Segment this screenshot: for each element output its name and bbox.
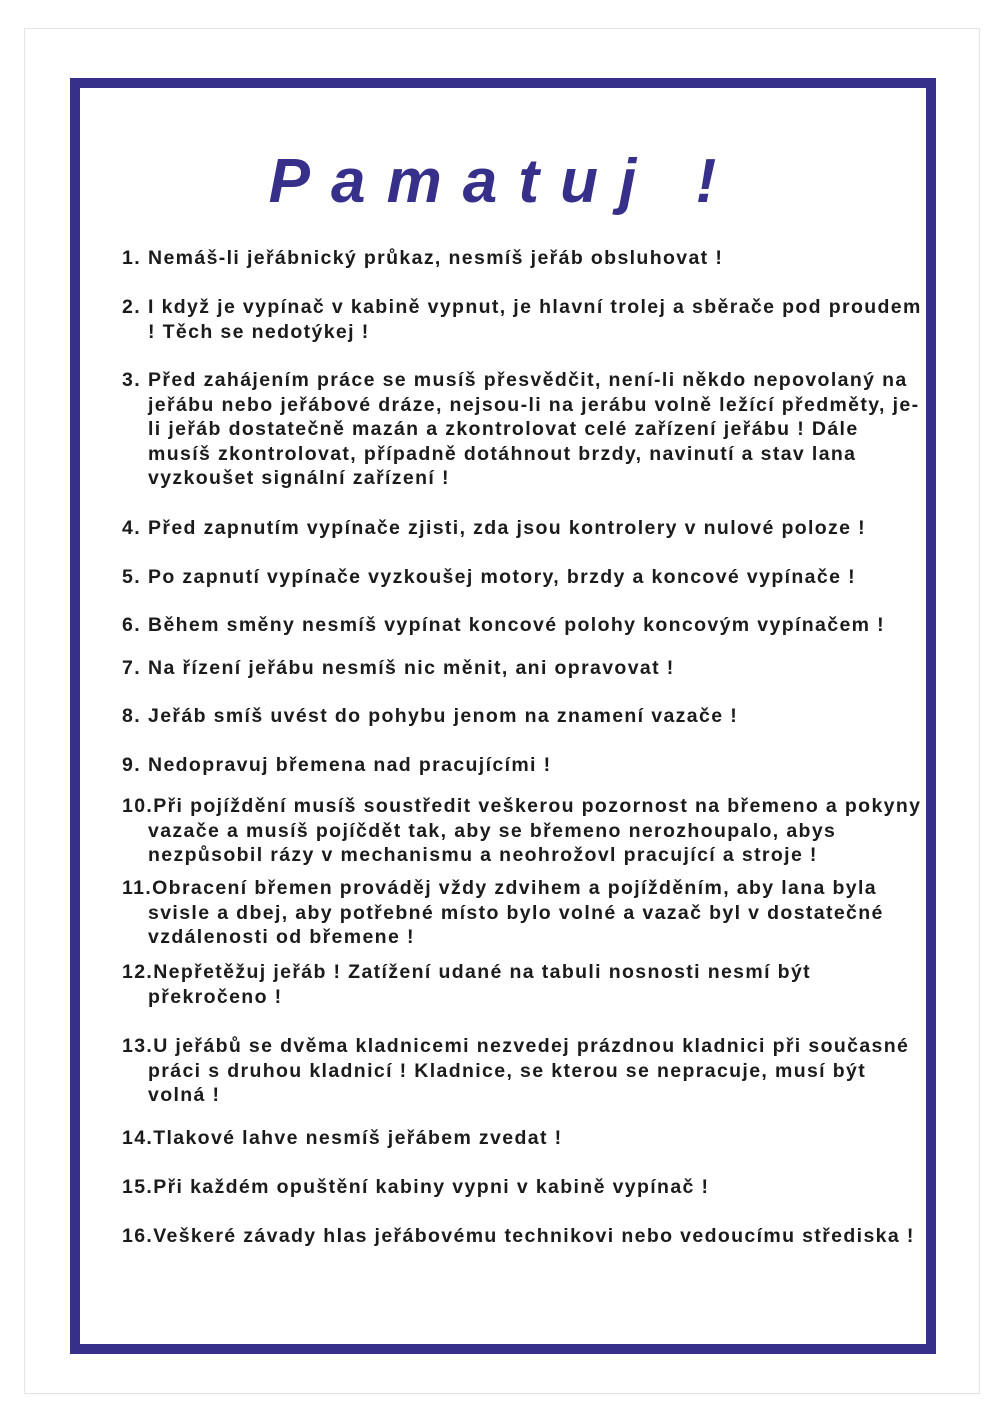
rule-text: Po zapnutí vypínače vyzkoušej motory, brzdy a koncové vypínače ! — [148, 566, 856, 588]
rule-item-15 — [122, 1175, 928, 1200]
rule-text: Veškeré závady hlas jeřábovému technikovi nebo vedoucímu střediska ! — [153, 1225, 915, 1247]
rule-number: 8. — [122, 705, 141, 727]
rule-text: Před zahájením práce se musíš přesvědčit, není-li někdo nepovolaný na jeřábu nebo jeřábové dráze, nejsou-li na jerábu volně ležící předměty, je-li jeřáb dostatečně mazán a zkontrolovat celé zařízení jeřábu ! Dále musíš zkontrolovat, případně dotáhnout brzdy, navinutí a stav lana vyzkoušet signální zařízení ! — [148, 369, 920, 489]
rule-number: 12. — [122, 961, 154, 983]
rule-number: 14. — [122, 1127, 154, 1149]
rule-item-6 — [122, 613, 928, 638]
rule-item-10 — [122, 794, 928, 868]
rule-item-5 — [122, 565, 928, 590]
rule-number: 6. — [122, 614, 141, 636]
rule-item-9 — [122, 753, 928, 778]
rule-item-1 — [122, 246, 928, 271]
rule-number: 1. — [122, 247, 141, 269]
rule-item-11 — [122, 876, 928, 950]
rule-number: 13. — [122, 1035, 154, 1057]
rule-item-7 — [122, 656, 928, 681]
rule-text: Před zapnutím vypínače zjisti, zda jsou kontrolery v nulové poloze ! — [148, 517, 867, 539]
rule-text: Při každém opuštění kabiny vypni v kabině vypínač ! — [153, 1176, 710, 1198]
rule-item-2 — [122, 295, 928, 344]
rule-number: 4. — [122, 517, 141, 539]
rule-item-8 — [122, 704, 928, 729]
rule-item-3 — [122, 368, 928, 491]
rule-text: Na řízení jeřábu nesmíš nic měnit, ani opravovat ! — [148, 657, 675, 679]
rule-item-14 — [122, 1126, 928, 1151]
rule-number: 15. — [122, 1176, 154, 1198]
rule-item-13 — [122, 1034, 928, 1108]
notice-title: Pamatuj ! — [268, 147, 738, 216]
rule-text: U jeřábů se dvěma kladnicemi nezvedej prázdnou kladnici při současné práci s druhou kladnicí ! Kladnice, se kterou se nepracuje, musí být volná ! — [148, 1035, 910, 1106]
rule-text: Jeřáb smíš uvést do pohybu jenom na znamení vazače ! — [148, 705, 739, 727]
rule-number: 3. — [122, 369, 141, 391]
rule-item-4 — [122, 516, 928, 541]
rule-number: 11. — [122, 877, 153, 899]
rule-number: 2. — [122, 296, 141, 318]
rule-number: 10. — [122, 795, 154, 817]
rule-number: 16. — [122, 1225, 154, 1247]
rule-number: 9. — [122, 754, 141, 776]
rule-number: 5. — [122, 566, 141, 588]
rule-text: Nedopravuj břemena nad pracujícími ! — [148, 754, 552, 776]
rule-text: Během směny nesmíš vypínat koncové polohy koncovým vypínačem ! — [148, 614, 886, 636]
rule-text: Obracení břemen prováděj vždy zdvihem a pojížděním, aby lana byla svisle a dbej, aby potřebné místo bylo volné a vazač byl v dostatečné vzdálenosti od břemene ! — [148, 877, 884, 948]
rule-text: Při pojíždění musíš soustředit veškerou pozornost na břemeno a pokyny vazače a musíš pojíčdět tak, aby se břemeno nerozhoupalo, abys nezpůsobil rázy v mechanismu a neohrožovl pracující a stroje ! — [148, 795, 922, 866]
rule-item-16 — [122, 1224, 928, 1249]
rule-text: Nemáš-li jeřábnický průkaz, nesmíš jeřáb obsluhovat ! — [148, 247, 724, 269]
rule-text: Nepřetěžuj jeřáb ! Zatížení udané na tabuli nosnosti nesmí být překročeno ! — [148, 961, 812, 1008]
rule-text: Tlakové lahve nesmíš jeřábem zvedat ! — [153, 1127, 563, 1149]
rule-number: 7. — [122, 657, 141, 679]
rule-text: I když je vypínač v kabině vypnut, je hlavní trolej a sběrače pod proudem ! Těch se nedotýkej ! — [148, 296, 922, 343]
rule-item-12 — [122, 960, 928, 1009]
